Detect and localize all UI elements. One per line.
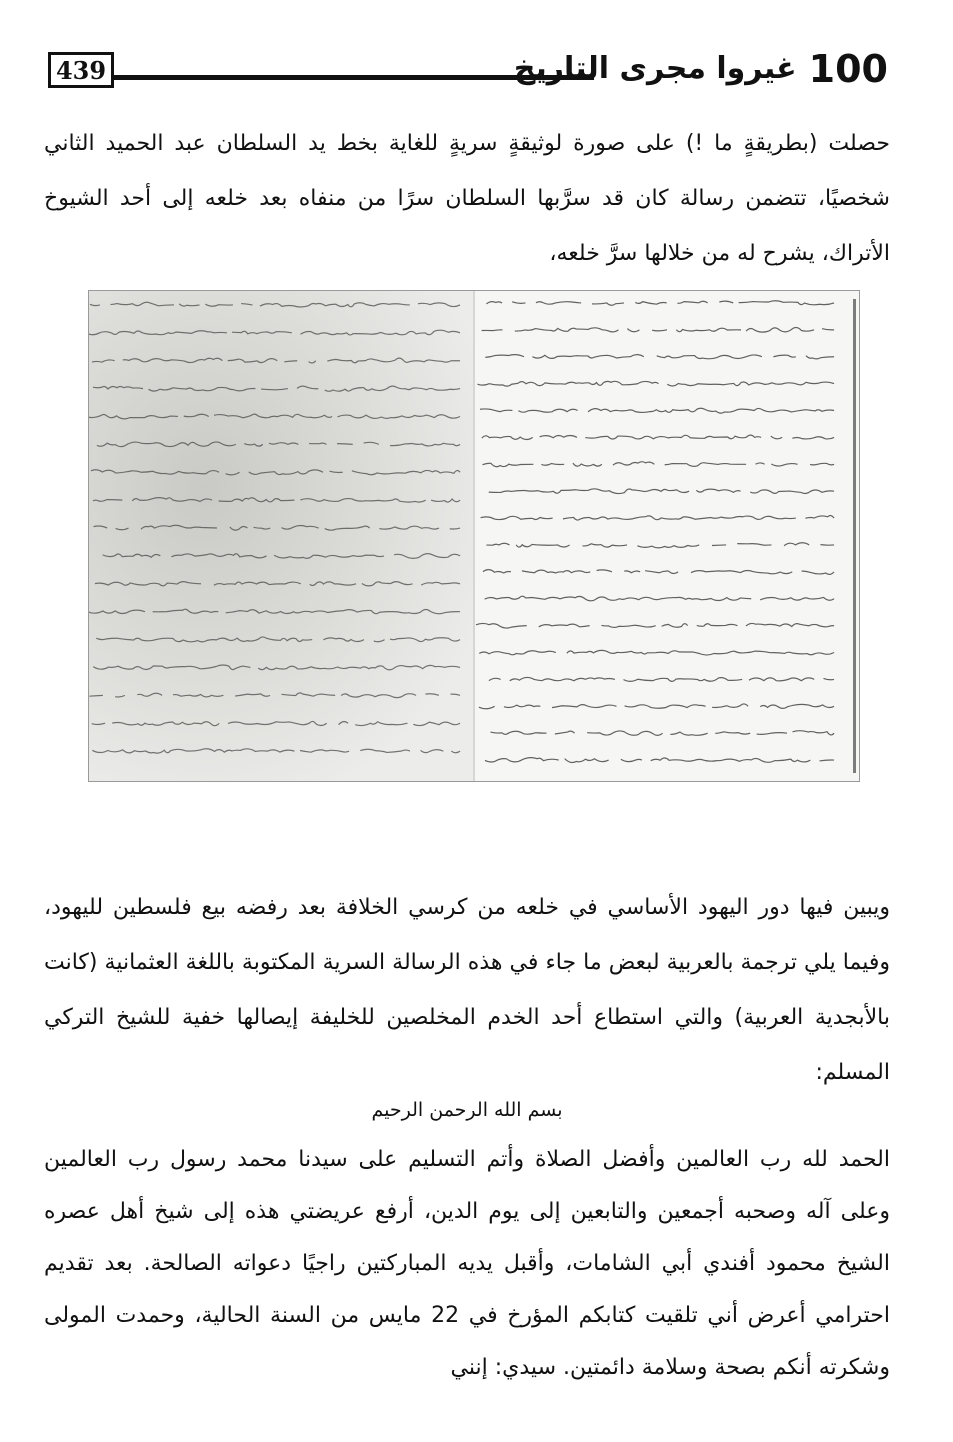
- handwriting-stroke: [92, 749, 460, 753]
- handwriting-stroke: [486, 301, 834, 305]
- handwritten-letter-image: [88, 290, 860, 782]
- book-title: غيروا مجرى التاريخ: [513, 51, 797, 86]
- handwriting-stroke: [89, 302, 460, 307]
- handwriting-stroke: [484, 731, 834, 736]
- handwriting-stroke: [93, 386, 460, 391]
- handwriting-stroke: [482, 435, 834, 439]
- basmala-line: بسم الله الرحمن الرحيم: [371, 1099, 563, 1121]
- handwriting-stroke: [475, 381, 834, 386]
- handwriting-stroke: [93, 665, 460, 670]
- explanation-paragraph: ويبين فيها دور اليهود الأساسي في خلعه من كرسي الخلافة بعد رفضه بيع فلسطين لليهود، وفيما يلي ترجمة بالعربية لبعض ما جاء في هذه الرسالة السرية المكتوبة باللغة العثمانية (كانت بالأبجدية العربية) والتي استطاع أحد الخدم المخلصين للخليفة إيصالها خفية للشيخ التركي المسلم:: [44, 895, 890, 1085]
- page-header: [48, 42, 888, 96]
- handwriting-stroke: [92, 358, 460, 363]
- handwriting-stroke: [480, 408, 834, 413]
- handwriting-stroke: [89, 330, 460, 335]
- handwriting-stroke: [489, 677, 834, 681]
- handwriting-stroke: [89, 693, 460, 698]
- handwriting-scribble-left: [89, 291, 473, 781]
- handwriting-stroke: [481, 515, 834, 520]
- handwriting-stroke: [478, 570, 834, 575]
- letter-translation-paragraph: الحمد لله رب العالمين وأفضل الصلاة وأتم التسليم على سيدنا محمد رسول رب العالمين وعلى آله وصحبه أجمعين والتابعين إلى يوم الدين، أرفع عريضتي هذه إلى شيخ أهل عصره الشيخ محمود أفندي أبي الشامات، وأقبل يديه المباركتين راجيًا دعواته الصالحة. بعد تقديم احترامي أعرض أني تلقيت كتابكم المؤرخ في 22 مايس من السنة الحالية، وحمدت المولى وشكرته أنكم بصحة وسلامة دائمتين. سيدي: إنني: [44, 1147, 890, 1380]
- handwriting-stroke: [96, 637, 460, 642]
- handwriting-stroke: [89, 498, 460, 502]
- book-number: 100: [808, 47, 888, 91]
- handwriting-stroke: [92, 721, 460, 725]
- handwriting-stroke: [93, 554, 460, 559]
- handwriting-stroke: [479, 355, 834, 359]
- handwriting-stroke: [97, 442, 460, 447]
- handwriting-stroke: [478, 758, 834, 763]
- handwriting-stroke: [482, 328, 834, 333]
- handwriting-stroke: [483, 462, 835, 467]
- handwriting-stroke: [489, 489, 834, 494]
- letter-page-right: [473, 291, 859, 781]
- running-title: [514, 42, 888, 96]
- letter-page-left: [89, 291, 473, 781]
- handwriting-stroke: [485, 596, 834, 601]
- handwriting-stroke: [476, 623, 834, 628]
- handwriting-stroke: [479, 704, 834, 709]
- handwriting-stroke: [486, 543, 834, 548]
- handwriting-stroke: [479, 650, 834, 655]
- handwriting-stroke: [89, 609, 460, 614]
- intro-paragraph: حصلت (بطريقةٍ ما !) على صورة لوثيقةٍ سريةٍ للغاية بخط يد السلطان عبد الحميد الثاني شخصيًا، تتضمن رسالة كان قد سرَّبها السلطان سرًا من منفاه بعد خلعه إلى أحد الشيوخ الأتراك، يشرح له من خلالها سرَّ خلعه،: [44, 131, 890, 266]
- handwriting-stroke: [95, 582, 460, 586]
- handwriting-scribble-right: [475, 291, 859, 781]
- handwriting-stroke: [91, 470, 460, 475]
- page-number: 439: [48, 52, 114, 88]
- handwriting-stroke: [89, 414, 460, 419]
- handwriting-stroke: [94, 525, 460, 530]
